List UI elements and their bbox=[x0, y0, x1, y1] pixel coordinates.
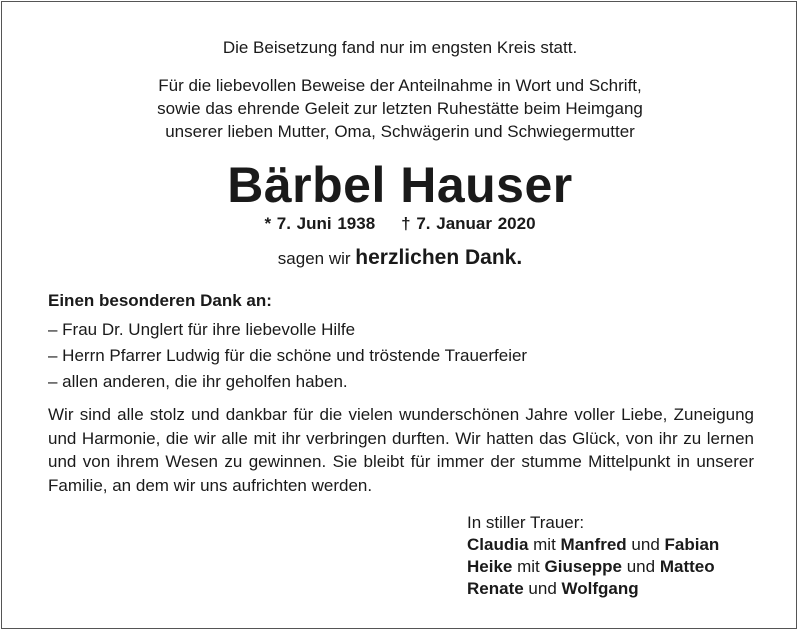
list-item: – allen anderen, die ihr geholfen haben. bbox=[48, 372, 348, 391]
signature-line bbox=[467, 578, 719, 600]
birth-date: * 7. Juni 1938 bbox=[264, 214, 376, 233]
family-name: Renate bbox=[467, 579, 524, 598]
family-name: Claudia bbox=[467, 535, 529, 554]
special-thanks-list bbox=[48, 317, 754, 395]
special-thanks-title: Einen besonderen Dank an: bbox=[48, 291, 272, 310]
thanks-bold: herzlichen Dank. bbox=[355, 246, 523, 269]
paragraph-line: unserer lieben Mutter, Oma, Schwägerin und Schwiegermutter bbox=[165, 122, 635, 141]
signature-block bbox=[467, 512, 719, 600]
connector: und bbox=[631, 535, 660, 554]
memorial-text: Wir sind alle stolz und dankbar für die vielen wunderschönen Jahre voller Liebe, Zuneigung und Harmonie, die wir alle mit ihr verbringen durften. Wir hatten das Glück, von ihr zu lernen und von ihrem Wesen zu gewinnen. Sie bleibt für immer der stumme Mittelpunkt in unserer Familie, an dem wir uns aufrichten werden. bbox=[48, 405, 754, 495]
list-item: – Herrn Pfarrer Ludwig für die schöne und tröstende Trauerfeier bbox=[48, 346, 528, 365]
signature-line bbox=[467, 534, 719, 556]
signature-heading: In stiller Trauer: bbox=[467, 513, 585, 532]
thanks-line bbox=[0, 245, 800, 272]
connector: und bbox=[528, 579, 557, 598]
paragraph-line: Für die liebevollen Beweise der Anteilnahme in Wort und Schrift, bbox=[158, 76, 642, 95]
family-name: Heike bbox=[467, 557, 513, 576]
family-name: Wolfgang bbox=[561, 579, 639, 598]
paragraph-line: sowie das ehrende Geleit zur letzten Ruhestätte beim Heimgang bbox=[157, 99, 643, 118]
signature-line bbox=[467, 556, 719, 578]
deceased-name: Bärbel Hauser bbox=[227, 157, 573, 213]
family-name: Giuseppe bbox=[544, 557, 622, 576]
connector: mit bbox=[533, 535, 556, 554]
family-name: Fabian bbox=[664, 535, 720, 554]
connector: mit bbox=[517, 557, 540, 576]
connector: und bbox=[626, 557, 656, 576]
family-name: Matteo bbox=[659, 557, 715, 576]
life-dates bbox=[0, 213, 800, 235]
death-date: † 7. Januar 2020 bbox=[401, 214, 536, 233]
gratitude-paragraph bbox=[0, 74, 800, 143]
thanks-prefix: sagen wir bbox=[277, 249, 351, 268]
list-item: – Frau Dr. Unglert für ihre liebevolle Hilfe bbox=[48, 320, 356, 339]
family-name: Manfred bbox=[560, 535, 627, 554]
burial-note: Die Beisetzung fand nur im engsten Kreis statt. bbox=[222, 38, 578, 57]
